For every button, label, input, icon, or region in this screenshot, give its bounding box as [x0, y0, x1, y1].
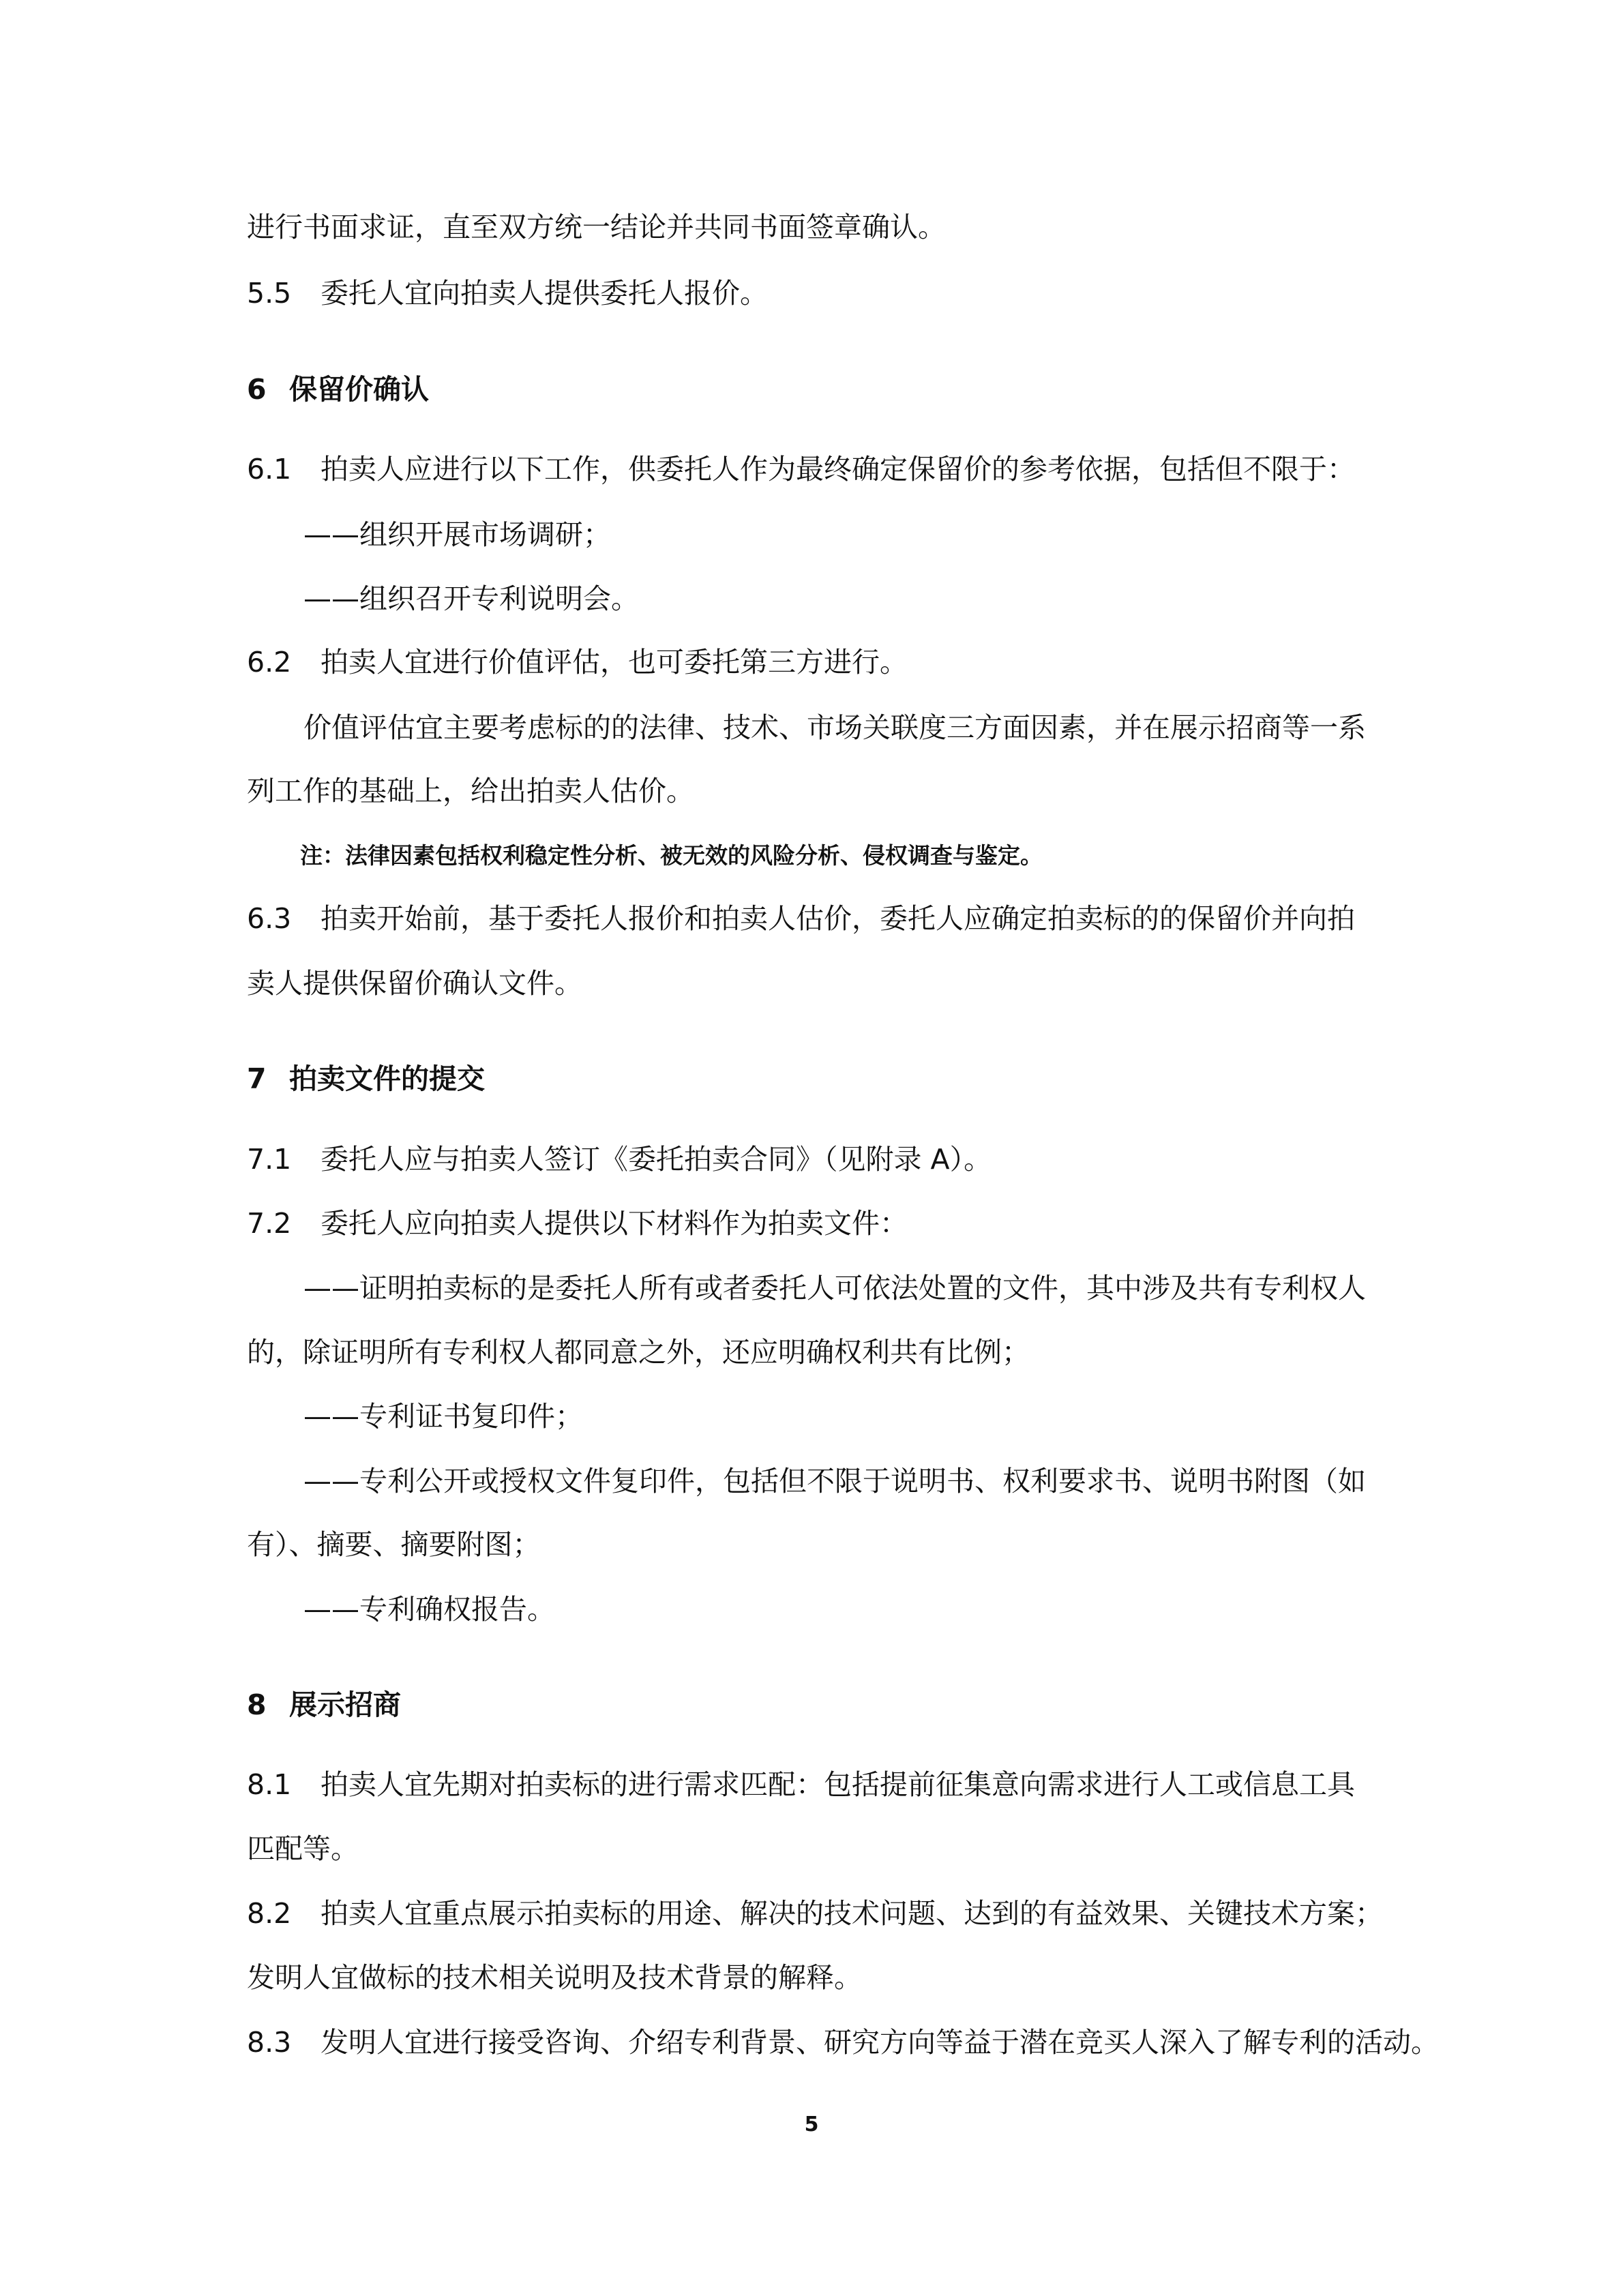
clause-number: 8.3: [247, 2026, 292, 2059]
note-text: 注：法律因素包括权利稳定性分析、被无效的风险分析、侵权调查与鉴定。: [300, 842, 1043, 869]
section-title: 拍卖文件的提交: [289, 1062, 485, 1095]
page-number: 5: [804, 2113, 819, 2136]
clause-number: 8.2: [247, 1897, 292, 1930]
section-number: 6: [247, 373, 267, 406]
section-number: 7: [247, 1062, 267, 1095]
text: 有）、摘要、摘要附图；: [247, 1528, 541, 1561]
list-item-text: ——组织召开专利说明会。: [303, 582, 639, 615]
text: 价值评估宜主要考虑标的的法律、技术、市场关联度三方面因素，并在展示招商等一系: [303, 711, 1366, 744]
list-item-text: ——专利确权报告。: [303, 1593, 555, 1626]
clause-text: 拍卖人应进行以下工作，供委托人作为最终确定保留价的参考依据，包括但不限于：: [321, 453, 1355, 486]
clause-text: 拍卖人宜进行价值评估，也可委托第三方进行。: [321, 646, 908, 679]
list-item-text: ——专利公开或授权文件复印件，包括但不限于说明书、权利要求书、说明书附图（如: [303, 1465, 1366, 1497]
clause-number: 7.1: [247, 1143, 292, 1176]
clause-number: 8.1: [247, 1768, 292, 1801]
section-title: 保留价确认: [289, 373, 429, 406]
section-title: 展示招商: [289, 1688, 401, 1721]
text: 列工作的基础上，给出拍卖人估价。: [247, 775, 694, 807]
text: 匹配等。: [247, 1832, 359, 1865]
section-number: 8: [247, 1688, 267, 1721]
list-item-text: ——证明拍卖标的是委托人所有或者委托人可依法处置的文件，其中涉及共有专利权人: [303, 1272, 1366, 1304]
clause-text: 拍卖人宜先期对拍卖标的进行需求匹配：包括提前征集意向需求进行人工或信息工具: [321, 1768, 1355, 1801]
clause-number: 6.3: [247, 902, 292, 935]
clause-text: 发明人宜进行接受咨询、介绍专利背景、研究方向等益于潜在竞买人深入了解专利的活动。: [321, 2026, 1439, 2059]
clause-number: 5.5: [247, 277, 292, 310]
clause-text: 委托人应与拍卖人签订《委托拍卖合同》（见附录 A）。: [321, 1143, 992, 1176]
clause-text: 委托人应向拍卖人提供以下材料作为拍卖文件：: [321, 1207, 908, 1240]
text: 的，除证明所有专利权人都同意之外，还应明确权利共有比例；: [247, 1336, 1030, 1369]
text: 进行书面求证，直至双方统一结论并共同书面签章确认。: [247, 211, 946, 243]
clause-text: 委托人宜向拍卖人提供委托人报价。: [321, 277, 768, 310]
clause-text: 拍卖人宜重点展示拍卖标的用途、解决的技术问题、达到的有益效果、关键技术方案；: [321, 1897, 1383, 1930]
clause-number: 6.2: [247, 646, 292, 679]
text: 发明人宜做标的技术相关说明及技术背景的解释。: [247, 1961, 862, 1994]
text: 卖人提供保留价确认文件。: [247, 967, 582, 1000]
list-item-text: ——组织开展市场调研；: [303, 518, 611, 551]
clause-text: 拍卖开始前，基于委托人报价和拍卖人估价，委托人应确定拍卖标的的保留价并向拍: [321, 902, 1355, 935]
clause-number: 7.2: [247, 1207, 292, 1240]
clause-number: 6.1: [247, 453, 292, 486]
list-item-text: ——专利证书复印件；: [303, 1400, 583, 1433]
